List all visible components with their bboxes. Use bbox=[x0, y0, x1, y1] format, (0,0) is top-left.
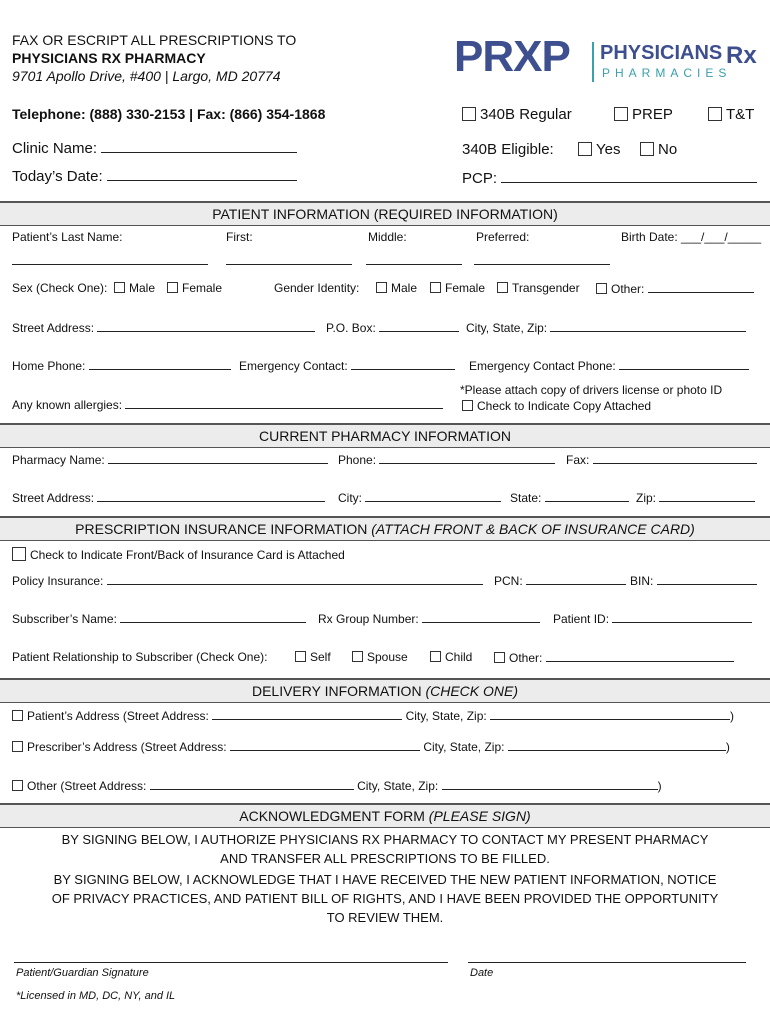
delivery-patient-address[interactable]: Patient’s Address (Street Address: City, State, Zip: ) bbox=[12, 708, 734, 723]
checkbox-prep[interactable]: PREP bbox=[614, 106, 673, 123]
subscriber-name-field[interactable]: Subscriber’s Name: bbox=[12, 611, 306, 626]
first-name-label: First: bbox=[226, 230, 253, 244]
allergies-field[interactable]: Any known allergies: bbox=[12, 397, 443, 412]
pcn-field[interactable]: PCN: bbox=[494, 573, 626, 588]
checkbox-icon bbox=[12, 780, 23, 791]
phone-fax: Telephone: (888) 330-2153 | Fax: (866) 354-1868 bbox=[12, 106, 326, 122]
checkbox-340b-regular[interactable]: 340B Regular bbox=[462, 106, 572, 123]
emergency-phone-field[interactable]: Emergency Contact Phone: bbox=[469, 358, 749, 373]
section-bar-delivery bbox=[0, 678, 770, 703]
acknowledgment-paragraph: BY SIGNING BELOW, I ACKNOWLEDGE THAT I HAVE RECEIVED THE NEW PATIENT INFORMATION, NOTICE OF PRIVACY PRACTICES, AND PATIENT BILL OF RIGHTS, AND I HAVE BEEN PROVIDED THE OPPORTUNITY TO REVIEW THEM. bbox=[51, 872, 719, 925]
city-state-zip-field[interactable]: City, State, Zip: bbox=[466, 320, 746, 335]
middle-name-label: Middle: bbox=[368, 230, 407, 244]
delivery-prescriber-address[interactable]: Prescriber’s Address (Street Address: City, State, Zip: ) bbox=[12, 739, 730, 754]
gender-label: Gender Identity: bbox=[274, 281, 360, 295]
first-name-input[interactable] bbox=[226, 264, 352, 265]
logo-divider bbox=[592, 42, 594, 82]
todays-date-field[interactable]: Today’s Date: bbox=[12, 168, 297, 185]
checkbox-icon bbox=[640, 142, 654, 156]
checkbox-eligible-no[interactable]: No bbox=[640, 141, 677, 158]
section-bar-acknowledgment bbox=[0, 803, 770, 828]
checkbox-icon bbox=[462, 107, 476, 121]
last-name-input[interactable] bbox=[12, 264, 208, 265]
pharmacy-zip-field[interactable]: Zip: bbox=[636, 490, 755, 505]
checkbox-icon bbox=[494, 652, 505, 663]
signature-label: Patient/Guardian Signature bbox=[16, 967, 149, 979]
logo-letters: PRXP bbox=[454, 32, 570, 81]
checkbox-icon bbox=[12, 547, 26, 561]
authorization-paragraph: BY SIGNING BELOW, I AUTHORIZE PHYSICIANS RX PHARMACY TO CONTACT MY PRESENT PHARMACY AND TRANSFER ALL PRESCRIPTIONS TO BE FILLED. bbox=[61, 832, 709, 866]
pharmacy-address: 9701 Apollo Drive, #400 | Largo, MD 20774 bbox=[12, 68, 281, 84]
patient-id-field[interactable]: Patient ID: bbox=[553, 611, 752, 626]
checkbox-rel-child[interactable]: Child bbox=[430, 650, 472, 664]
delivery-other-address[interactable]: Other (Street Address: City, State, Zip: ) bbox=[12, 778, 662, 793]
checkbox-gender-transgender[interactable]: Transgender bbox=[497, 281, 580, 295]
pharmacy-city-field[interactable]: City: bbox=[338, 490, 501, 505]
checkbox-tt[interactable]: T&T bbox=[708, 106, 754, 123]
street-address-field[interactable]: Street Address: bbox=[12, 320, 315, 335]
date-line[interactable] bbox=[468, 962, 746, 963]
checkbox-gender-male[interactable]: Male bbox=[376, 281, 417, 295]
section-bar-patient bbox=[0, 201, 770, 226]
checkbox-icon bbox=[614, 107, 628, 121]
logo-rx: Rx bbox=[726, 42, 757, 69]
section-title-acknowledgment: ACKNOWLEDGMENT FORM (PLEASE SIGN) bbox=[239, 808, 531, 824]
logo bbox=[452, 30, 762, 86]
section-title-insurance: PRESCRIPTION INSURANCE INFORMATION (ATTACH FRONT & BACK OF INSURANCE CARD) bbox=[75, 521, 695, 537]
checkbox-icon bbox=[596, 283, 607, 294]
pharmacy-street-field[interactable]: Street Address: bbox=[12, 490, 325, 505]
policy-insurance-field[interactable]: Policy Insurance: bbox=[12, 573, 483, 588]
pharmacy-state-field[interactable]: State: bbox=[510, 490, 629, 505]
logo-word-physicians: PHYSICIANS bbox=[600, 42, 723, 64]
section-title-pharmacy: CURRENT PHARMACY INFORMATION bbox=[258, 428, 511, 444]
date-label: Date bbox=[470, 967, 494, 979]
checkbox-icon bbox=[430, 282, 441, 293]
section-title-delivery: DELIVERY INFORMATION (CHECK ONE) bbox=[251, 683, 519, 699]
checkbox-eligible-yes[interactable]: Yes bbox=[578, 141, 620, 158]
section-title-patient: PATIENT INFORMATION (REQUIRED INFORMATION) bbox=[212, 206, 558, 222]
checkbox-icon bbox=[462, 400, 473, 411]
checkbox-insurance-card[interactable]: Check to Indicate Front/Back of Insurance Card is Attached bbox=[12, 547, 345, 562]
checkbox-icon bbox=[578, 142, 592, 156]
pcp-field[interactable]: PCP: bbox=[462, 170, 757, 187]
checkbox-icon bbox=[376, 282, 387, 293]
bin-field[interactable]: BIN: bbox=[630, 573, 757, 588]
emergency-contact-field[interactable]: Emergency Contact: bbox=[239, 358, 455, 373]
checkbox-sex-male[interactable]: Male bbox=[114, 281, 155, 295]
checkbox-rel-spouse[interactable]: Spouse bbox=[352, 650, 408, 664]
checkbox-icon bbox=[167, 282, 178, 293]
pharmacy-fax-field[interactable]: Fax: bbox=[566, 452, 757, 467]
pharmacy-name: PHYSICIANS RX PHARMACY bbox=[12, 50, 206, 66]
po-box-field[interactable]: P.O. Box: bbox=[326, 320, 459, 335]
eligible-label: 340B Eligible: bbox=[462, 141, 554, 158]
checkbox-icon bbox=[708, 107, 722, 121]
checkbox-icon bbox=[12, 741, 23, 752]
checkbox-id-attached[interactable]: Check to Indicate Copy Attached bbox=[462, 399, 651, 413]
checkbox-icon bbox=[430, 651, 441, 662]
checkbox-rel-self[interactable]: Self bbox=[295, 650, 331, 664]
last-name-label: Patient’s Last Name: bbox=[12, 230, 123, 244]
header-line1: FAX OR ESCRIPT ALL PRESCRIPTIONS TO bbox=[12, 32, 297, 48]
rx-group-field[interactable]: Rx Group Number: bbox=[318, 611, 540, 626]
checkbox-gender-other[interactable]: Other: bbox=[596, 281, 754, 296]
license-footnote: *Licensed in MD, DC, NY, and IL bbox=[16, 990, 176, 1002]
checkbox-icon bbox=[352, 651, 363, 662]
checkbox-icon bbox=[12, 710, 23, 721]
home-phone-field[interactable]: Home Phone: bbox=[12, 358, 231, 373]
section-bar-insurance bbox=[0, 516, 770, 541]
logo-word-pharmacies: PHARMACIES bbox=[602, 66, 732, 80]
preferred-name-input[interactable] bbox=[474, 264, 610, 265]
signature-line[interactable] bbox=[14, 962, 448, 963]
pharmacy-phone-field[interactable]: Phone: bbox=[338, 452, 555, 467]
sex-label: Sex (Check One): bbox=[12, 281, 108, 295]
birth-date-field[interactable]: Birth Date: ___/___/_____ bbox=[621, 230, 762, 244]
checkbox-sex-female[interactable]: Female bbox=[167, 281, 222, 295]
checkbox-gender-female[interactable]: Female bbox=[430, 281, 485, 295]
checkbox-rel-other[interactable]: Other: bbox=[494, 650, 734, 665]
middle-name-input[interactable] bbox=[366, 264, 462, 265]
pharmacy-name-field[interactable]: Pharmacy Name: bbox=[12, 452, 328, 467]
preferred-name-label: Preferred: bbox=[476, 230, 530, 244]
checkbox-icon bbox=[114, 282, 125, 293]
checkbox-icon bbox=[497, 282, 508, 293]
checkbox-icon bbox=[295, 651, 306, 662]
attach-id-note: *Please attach copy of drivers license or photo ID bbox=[460, 383, 723, 397]
clinic-name-field[interactable]: Clinic Name: bbox=[12, 140, 297, 157]
relationship-label: Patient Relationship to Subscriber (Check One): bbox=[12, 650, 268, 664]
section-bar-pharmacy bbox=[0, 423, 770, 448]
